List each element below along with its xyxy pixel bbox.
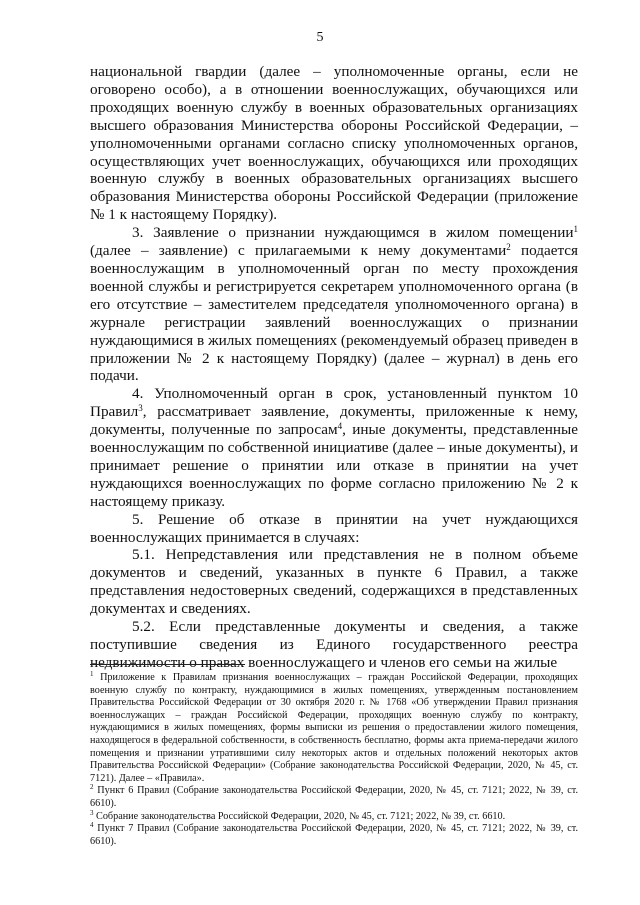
paragraph-text: (далее – заявление) с прилагаемыми к нему документами [90, 242, 507, 260]
footnote-separator [90, 664, 245, 665]
footnote-ref-4: 4 [337, 421, 343, 432]
footnote-1 [90, 672, 578, 785]
paragraph-5: 5. Решение об отказе в принятии на учет нуждающихся военнослужащих принимается в случаях: [90, 510, 578, 546]
footnote-number: 3 [90, 808, 94, 817]
document-body [90, 63, 578, 672]
paragraph-text: , рассматривает заявление, документы, приложенные к нему, документы, полученные по запросам [90, 403, 578, 439]
page-number: 5 [316, 30, 324, 45]
paragraph-continuation: национальной гвардии (далее – уполномоченные органы, если не оговорено особо), а в отношении военнослужащих, обучающихся или проходящих военную службу в военных образовательных организациях высшего образования Министерства обороны Российской Федерации, – уполномоченными органами согласно списку уполномоченных органов, осуществляющих учет военнослужащих, обучающихся или проходящих военную службу в военных образовательных организациях высшего образования Министерства обороны Российской Федерации (приложение № 1 к настоящему Порядку). [90, 63, 578, 224]
paragraph-3 [90, 224, 578, 385]
footnote-number: 4 [90, 821, 94, 830]
footnote-text: Собрание законодательства Российской Федерации, 2020, № 45, ст. 7121; 2022, № 39, ст. 6610. [93, 810, 506, 822]
paragraph-5-1: 5.1. Непредставления или представления не в полном объеме документов и сведений, указанных в пункте 6 Правил, а также представления недостоверных сведений, содержащихся в представленных документах и сведениях. [90, 546, 578, 618]
footnotes [90, 672, 578, 848]
paragraph-5-2: 5.2. Если представленные документы и сведения, а также поступившие сведения из Единого государственного реестра недвижимости о правах военнослужащего и членов его семьи на жилые [90, 618, 578, 671]
footnote-number: 2 [90, 783, 94, 792]
footnote-ref-3: 3 [138, 403, 143, 414]
footnote-ref-2: 2 [506, 242, 511, 253]
footnote-3 [90, 808, 578, 824]
paragraph-text: 3. Заявление о признании нуждающимся в жилом помещении [132, 224, 574, 242]
paragraph-4 [90, 385, 578, 510]
paragraph-text: подается военнослужащим в уполномоченный орган по месту прохождения военной службы и регистрируется секретарем уполномоченного органа (в его отсутствие – заместителем председателя уполномоченного органа) в журнале регистрации заявлений военнослужащих о признании нуждающимися в жилых помещениях (рекомендуемый образец приведен в приложении № 2 к настоящему Порядку) (далее – журнал) в день его подачи. [90, 242, 578, 385]
paragraph-text: 4. Уполномоченный орган в срок, установленный пунктом 10 Правил [90, 385, 578, 421]
footnote-2 [90, 785, 578, 810]
footnote-text: Пункт 6 Правил (Собрание законодательства Российской Федерации, 2020, № 45, ст. 7121; 2022, № 39, ст. 6610). [90, 785, 578, 809]
paragraph-text: , иные документы, представленные военнослужащим по собственной инициативе (далее – иные документы), и принимает решение о принятии или отказе в принятии на учет нуждающихся военнослужащих по форме согласно приложению № 2 к настоящему приказу. [90, 421, 578, 510]
footnote-number: 1 [90, 670, 94, 679]
footnote-text: Пункт 7 Правил (Собрание законодательства Российской Федерации, 2020, № 45, ст. 7121; 2022, № 39, ст. 6610). [90, 823, 578, 847]
footnote-ref-1: 1 [573, 224, 578, 235]
footnote-4 [90, 823, 578, 848]
footnote-text: Приложение к Правилам признания военнослужащих – граждан Российской Федерации, проходящих военную службу по контракту, нуждающимися в жилых помещениях, утвержденным постановлением Правительства Российской Федерации от 30 октября 2020 г. № 1768 «Об утверждении Правил признания военнослужащих – граждан Российской Федерации, проходящих военную службу по контракту, нуждающимися в жилых помещениях, формы выписки из решения о предоставлении жилого помещения, находящегося в федеральной собственности, в собственность бесплатно, формы акта приема-передачи жилого помещения и признании утратившими силу некоторых актов и отдельных положений некоторых актов Правительства Российской Федерации» (Собрание законодательства Российской Федерации, 2020, № 45, ст. 7121). Далее – «Правила». [90, 672, 578, 784]
